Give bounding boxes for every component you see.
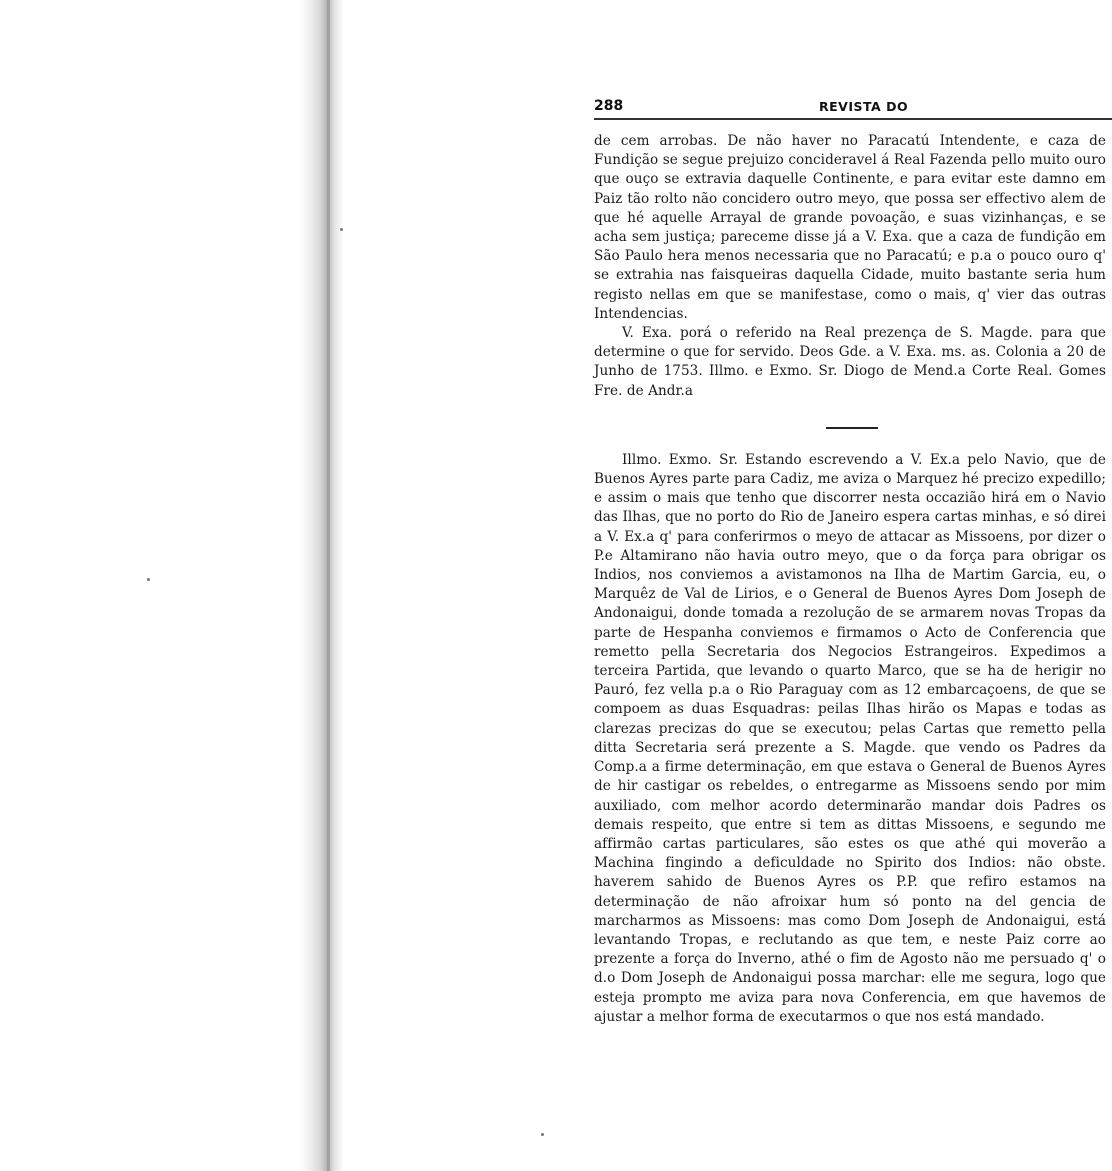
paragraph-continuation: de cem arrobas. De não haver no Paracatú Intendente, e caza de Fundição se segue prejuizo concideravel á Real Fazenda pello muito ouro que ouço se extravia daquelle Continente, e para evitar este damno em Paiz tão rolto não concidero outro meyo, que possa ser effectivo alem de que hé aquelle Arrayal de grande povoação, e suas vizinhanças, e se acha sem justiça; pareceme disse já a V. Exa. que a caza de fundição em São Paulo hera menos necessaria que no Paracatú; e p.a o pouco ouro q' se extrahia nas faisqueiras daquella Cidade, muito bastante seria hum registo nellas em que se manifestase, como o mais, q' vier das outras Intendencias. <box>594 133 1106 322</box>
section-divider <box>826 427 878 429</box>
body-text <box>594 132 1106 1027</box>
page-number: 288 <box>594 98 624 114</box>
book-page <box>594 96 1112 1027</box>
scan-speck <box>147 578 150 581</box>
paragraph-closing: V. Exa. porá o referido na Real prezença de S. Magde. para que determine o que for servido. Deos Gde. a V. Exa. ms. as. Colonia a 20 de Junho de 1753. Illmo. e Exmo. Sr. Diogo de Mend.a Corte Real. Gomes Fre. de Andr.a <box>594 325 1106 399</box>
running-header <box>594 96 1112 120</box>
scan-speck <box>541 1133 544 1136</box>
scan-speck <box>340 228 343 231</box>
running-title: REVISTA DO <box>819 99 909 114</box>
binding-gutter-shadow <box>300 0 344 1171</box>
paragraph-letter: Illmo. Exmo. Sr. Estando escrevendo a V. Ex.a pelo Navio, que de Buenos Ayres parte para Cadiz, me aviza o Marquez hé precizo expedillo; e assim o mais que tenho que discorrer nesta occazião hirá em o Navio das Ilhas, que no porto do Rio de Janeiro espera cartas minhas, e só direi a V. Ex.a q' para conferirmos o meyo de attacar as Missoens, por dizer o P.e Altamirano não havia outro meyo, que o da força para obrigar os Indios, nos conviemos a avistamonos na Ilha de Martim Garcia, eu, o Marquêz de Val de Lirios, e o General de Buenos Ayres Dom Joseph de Andonaigui, donde tomada a rezolução de se armarem novas Tropas da parte de Hespanha conviemos e firmamos o Acto de Conferencia que remetto pella Secretaria dos Negocios Estrangeiros. Expedimos a terceira Partida, que levando o quarto Marco, que se ha de herigir no Pauró, fez vella p.a o Rio Paraguay com as 12 embarcaçoens, de que se compoem as duas Esquadras: peilas Ilhas hirão os Mapas e todas as clarezas precizas do que se executou; pelas Cartas que remetto pella ditta Secretaria será prezente a S. Magde. que vendo os Padres da Comp.a a firme determinação, em que estava o General de Buenos Ayres de hir castigar os rebeldes, o entregarme as Missoens sendo por mim auxiliado, com melhor acordo determinarão mandar dois Padres os demais respeito, que entre si tem as dittas Missoens, e segundo me affirmão cartas particulares, são estes os que athé qui moverão a Machina fingindo a deficuldade no Spirito dos Indios: não obste. haverem sahido de Buenos Ayres os P.P. que refiro estamos na determinação de não afroixar hum só ponto na del gencia de marcharmos as Missoens: mas como Dom Joseph de Andonaigui, está levantando Tropas, e reclutando as que tem, e neste Paiz corre ao prezente a força do Inverno, athé o fim de Agosto não me persuado q' o d.o Dom Joseph de Andonaigui possa marchar: elle me segura, logo que esteja prompto me aviza para nova Conferencia, em que havemos de ajustar a melhor forma de executarmos o que nos está mandado. <box>594 451 1106 1025</box>
binding-spine-line <box>327 0 330 1171</box>
